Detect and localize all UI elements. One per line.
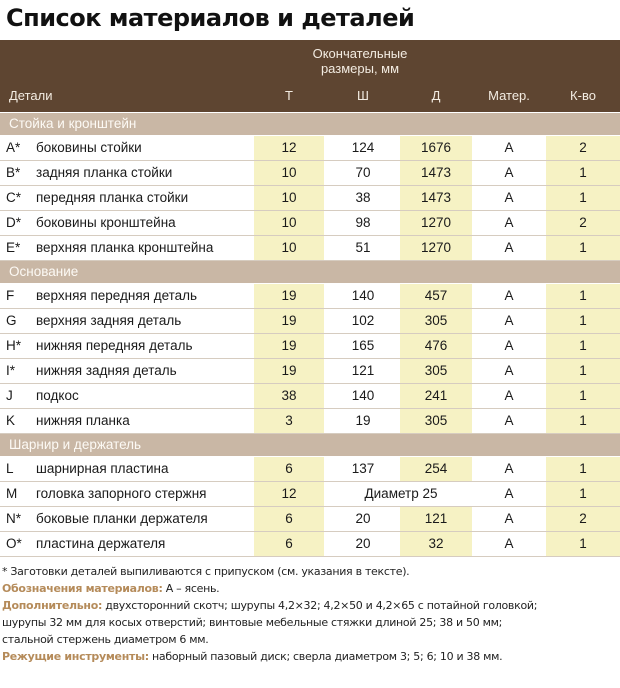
extra-label: Дополнительно: — [2, 599, 103, 612]
length-cell: 1473 — [400, 186, 472, 210]
part-code: H* — [6, 338, 22, 353]
final-dimensions-line1: Окончательные — [312, 46, 408, 61]
table-row — [0, 532, 620, 556]
quantity-cell: 1 — [546, 186, 620, 210]
width-cell: 124 — [351, 140, 375, 155]
material-cell: A — [504, 486, 514, 501]
thickness-cell: 19 — [254, 284, 324, 308]
part-code: I* — [6, 363, 16, 378]
part-name: нижняя планка — [36, 413, 130, 428]
width-cell: 165 — [351, 338, 375, 353]
thickness-cell: 38 — [254, 384, 324, 408]
part-name: подкос — [36, 388, 79, 403]
table-row — [0, 136, 620, 160]
table-header — [0, 40, 620, 112]
thickness-cell: 6 — [254, 457, 324, 481]
material-cell: A — [504, 140, 514, 155]
materials-text: A – ясень. — [162, 582, 220, 595]
quantity-cell: 2 — [546, 211, 620, 235]
extra-note-line3: стальной стержень диаметром 6 мм. — [2, 633, 209, 646]
column-header-width: Ш — [357, 88, 369, 103]
part-name: нижняя задняя деталь — [36, 363, 177, 378]
length-cell: 457 — [400, 284, 472, 308]
length-cell: 121 — [400, 507, 472, 531]
quantity-cell: 2 — [546, 136, 620, 160]
table-row — [0, 384, 620, 408]
quantity-cell: 1 — [546, 236, 620, 260]
width-cell: 102 — [351, 313, 375, 328]
thickness-cell: 12 — [254, 136, 324, 160]
thickness-cell: 10 — [254, 161, 324, 185]
width-cell: 70 — [355, 165, 371, 180]
width-cell: 20 — [355, 536, 371, 551]
material-cell: A — [504, 165, 514, 180]
quantity-cell: 1 — [546, 409, 620, 433]
part-code: A* — [6, 140, 21, 155]
length-cell: 476 — [400, 334, 472, 358]
part-name: боковины стойки — [36, 140, 142, 155]
thickness-cell: 10 — [254, 186, 324, 210]
section-header: Основание — [0, 261, 620, 283]
part-code: K — [6, 413, 16, 428]
width-cell: 140 — [351, 288, 375, 303]
quantity-cell: 1 — [546, 384, 620, 408]
extra-note-line2: шурупы 32 мм для косых отверстий; винтовые мебельные стяжки длиной 25; 38 и 50 мм; — [2, 616, 503, 629]
thickness-cell: 10 — [254, 236, 324, 260]
quantity-cell: 1 — [546, 284, 620, 308]
part-name: боковые планки держателя — [36, 511, 208, 526]
final-dimensions-line2: размеры, мм — [320, 61, 400, 76]
width-cell: 20 — [355, 511, 371, 526]
material-cell: A — [504, 338, 514, 353]
thickness-cell: 3 — [254, 409, 324, 433]
extra-text: двухсторонний скотч; шурупы 4,2×32; 4,2×50 и 4,2×65 с потайной головкой; — [102, 599, 538, 612]
tools-text: наборный пазовый диск; сверла диаметром 3; 5; 6; 10 и 38 мм. — [148, 650, 503, 663]
part-code: O* — [6, 536, 22, 551]
part-code: M — [6, 486, 18, 501]
length-cell: 32 — [400, 532, 472, 556]
table-row — [0, 334, 620, 358]
tools-label: Режущие инструменты: — [2, 650, 149, 663]
column-header-quantity: К-во — [570, 88, 596, 103]
material-cell: A — [504, 313, 514, 328]
part-code: G — [6, 313, 17, 328]
part-name: головка запорного стержня — [36, 486, 207, 501]
material-cell: A — [504, 215, 514, 230]
width-cell: 38 — [355, 190, 371, 205]
part-code: N* — [6, 511, 22, 526]
part-code: L — [6, 461, 14, 476]
quantity-cell: 1 — [546, 532, 620, 556]
table-row — [0, 409, 620, 433]
length-cell: 1676 — [400, 136, 472, 160]
part-code: F — [6, 288, 15, 303]
dimension-note-cell: Диаметр 25 — [364, 486, 438, 501]
thickness-cell: 19 — [254, 359, 324, 383]
material-cell: A — [504, 461, 514, 476]
length-cell: 241 — [400, 384, 472, 408]
length-cell: 305 — [400, 409, 472, 433]
table-row — [0, 211, 620, 235]
part-name: верхняя планка кронштейна — [36, 240, 214, 255]
length-cell: 305 — [400, 359, 472, 383]
table-row — [0, 507, 620, 531]
section-header: Стойка и кронштейн — [0, 113, 620, 135]
part-code: D* — [6, 215, 22, 230]
row-divider — [0, 433, 620, 434]
parts-table — [0, 112, 620, 556]
part-name: задняя планка стойки — [36, 165, 173, 180]
material-cell: A — [504, 511, 514, 526]
table-row — [0, 309, 620, 333]
length-cell: 1270 — [400, 211, 472, 235]
thickness-cell: 19 — [254, 309, 324, 333]
row-divider — [0, 260, 620, 261]
row-divider — [0, 556, 620, 557]
materials-label: Обозначения материалов: — [2, 582, 163, 595]
quantity-cell: 1 — [546, 334, 620, 358]
column-header-parts: Детали — [9, 88, 53, 103]
width-cell: 19 — [355, 413, 371, 428]
thickness-cell: 12 — [254, 482, 324, 506]
material-cell: A — [504, 413, 514, 428]
part-name: пластина держателя — [36, 536, 166, 551]
quantity-cell: 1 — [546, 309, 620, 333]
quantity-cell: 1 — [546, 161, 620, 185]
column-header-thickness: Т — [285, 88, 293, 103]
table-row — [0, 284, 620, 308]
length-cell: 305 — [400, 309, 472, 333]
width-cell: 137 — [351, 461, 375, 476]
part-name: шарнирная пластина — [36, 461, 169, 476]
table-row — [0, 359, 620, 383]
table-row — [0, 457, 620, 481]
width-cell: 140 — [351, 388, 375, 403]
part-name: верхняя передняя деталь — [36, 288, 198, 303]
quantity-cell: 1 — [546, 457, 620, 481]
width-cell: 121 — [351, 363, 375, 378]
quantity-cell: 2 — [546, 507, 620, 531]
length-cell: 1473 — [400, 161, 472, 185]
quantity-cell: 1 — [546, 482, 620, 506]
part-code: B* — [6, 165, 21, 180]
page-title: Список материалов и деталей — [6, 4, 415, 32]
length-cell: 1270 — [400, 236, 472, 260]
tools-note — [2, 648, 618, 665]
part-name: нижняя передняя деталь — [36, 338, 193, 353]
material-cell: A — [504, 240, 514, 255]
material-cell: A — [504, 388, 514, 403]
thickness-cell: 6 — [254, 532, 324, 556]
column-header-length: Д — [431, 88, 441, 103]
table-row — [0, 482, 620, 506]
part-name: боковины кронштейна — [36, 215, 176, 230]
part-code: E* — [6, 240, 21, 255]
quantity-cell: 1 — [546, 359, 620, 383]
extra-note — [2, 597, 618, 614]
thickness-cell: 19 — [254, 334, 324, 358]
table-row — [0, 186, 620, 210]
length-cell: 254 — [400, 457, 472, 481]
part-name: верхняя задняя деталь — [36, 313, 182, 328]
part-name: передняя планка стойки — [36, 190, 189, 205]
footnote: * Заготовки деталей выпиливаются с припуском (см. указания в тексте). — [2, 565, 410, 578]
notes-block — [2, 563, 618, 665]
materials-note — [2, 580, 618, 597]
final-dimensions-heading — [300, 46, 420, 76]
part-code: J — [6, 388, 13, 403]
part-code: C* — [6, 190, 22, 205]
width-cell: 98 — [355, 215, 371, 230]
table-row — [0, 236, 620, 260]
column-header-material: Матер. — [488, 88, 530, 103]
material-cell: A — [504, 288, 514, 303]
width-cell: 51 — [355, 240, 371, 255]
thickness-cell: 10 — [254, 211, 324, 235]
material-cell: A — [504, 536, 514, 551]
material-cell: A — [504, 363, 514, 378]
material-cell: A — [504, 190, 514, 205]
thickness-cell: 6 — [254, 507, 324, 531]
table-row — [0, 161, 620, 185]
section-header: Шарнир и держатель — [0, 434, 620, 456]
